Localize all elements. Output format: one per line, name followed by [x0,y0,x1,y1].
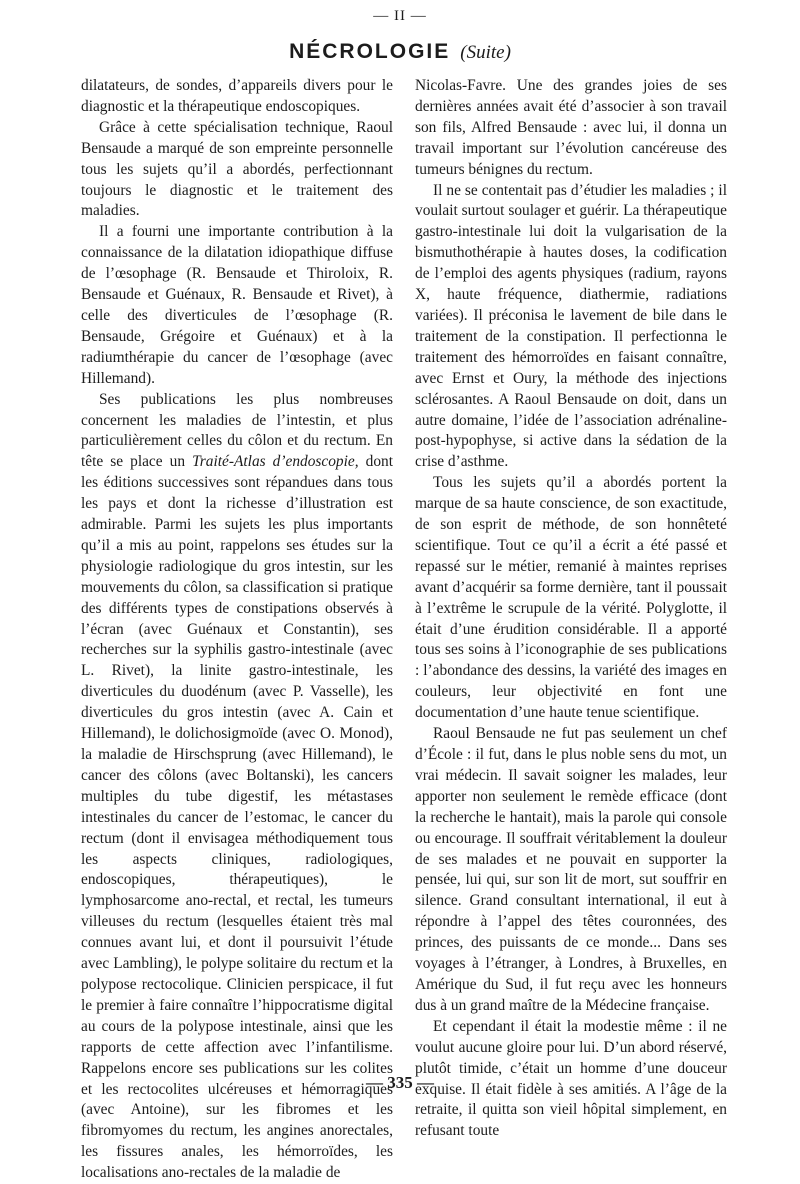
paragraph: dilatateurs, de sondes, d’appareils divers pour le diagnostic et la thérapeutique endoscopiques. [81,77,393,115]
paragraph: Et cependant il était la modestie même : il ne voulut aucune gloire pour lui. D’un abord réservé, plutôt timide, c’était un homme d’une douceur exquise. Il était fidèle à ses amitiés. A l’âge de la retraite, il quitta son vieil hôpital simplement, en refusant toute [415,1017,727,1140]
paragraph [81,390,393,1184]
paragraph: Grâce à cette spécialisation technique, Raoul Bensaude a marqué de son empreinte personnelle tous les sujets qu’il a abordés, perfectionnant toujours le diagnostic et le traitement des maladies. [81,118,393,220]
page-top-marker: — II — [373,8,427,24]
paragraph: Il ne se contentait pas d’étudier les maladies ; il voulait surtout soulager et guérir. La thérapeutique gastro-intestinale lui doit la vulgarisation de la bismuthothérapie à hautes doses, la codification de l’emploi des agents physiques (radium, rayons X, haute fréquence, diathermie, radiations variées). Il préconisa le lavement de bile dans le traitement de la constipation. Il perfectionna le traitement des hémorroïdes en faisant connaître, avec Ernst et Oury, la méthode des injections sclérosantes. A Raoul Bensaude on doit, dans un autre domaine, l’idée de l’association adrénaline-post-hypophyse, si active dans la sédation de la crise d’asthme. [415,181,727,471]
paragraph: Il a fourni une importante contribution à la connaissance de la dilatation idiopathique diffuse de l’œsophage (R. Bensaude et Thiroloix, R. Bensaude et Guénaux, R. Bensaude et Rivet), à celle des diverticules de l’œsophage (R. Bensaude, Grégoire et Guénaux) et à la radiumthérapie du cancer de l’œsophage (avec Hillemand). [81,223,393,387]
paragraph: Tous les sujets qu’il a abordés portent la marque de sa haute conscience, de son exactitude, de son esprit de méthode, de son honnêteté scientifique. Tout ce qu’il a écrit a été passé et repassé sur le métier, remanié à maintes reprises avant d’acquérir sa forme dernière, tant il poussait à l’extrême le scrupule de la vérité. Polyglotte, il était d’une érudition considérable. Il a apporté tous ses soins à l’iconographie de ses publications : l’abondance des dessins, la variété des images en couleurs, leur objectivité en font une documentation d’une haute tenue scientifique. [415,474,727,722]
section-title-suite: (Suite) [460,42,511,63]
paragraph-text: Ses publications les plus nombreuses concernent les maladies de l’intestin, et plus particulièrement celles du côlon et du rectum. En tête se place un [81,390,393,471]
page-number: — 335 — [366,1073,434,1092]
section-title: NÉCROLOGIE [289,40,451,63]
paragraph: Nicolas-Favre. Une des grandes joies de ses dernières années avait été d’associer à son travail son fils, Alfred Bensaude : avec lui, il donna un travail important sur l’évolution cancéreuse des tumeurs bénignes du rectum. [415,77,727,178]
book-title: Traité-Atlas d’endoscopie, [192,453,359,471]
left-column [81,76,393,1184]
right-column [415,76,727,1142]
section-header [0,40,800,64]
paragraph-text: dont les éditions successives sont répandues dans tous les pays et dont la richesse d’illustration est admirable. Parmi les sujets les plus importants qu’il a mis au point, rappelons ses études sur la physiologie radiologique du gros intestin, sur les mouvements du côlon, sa classification si pratique des différents types de constipations observés à l’écran (avec Guénaux et Constantin), ses recherches sur la syphilis gastro-intestinale (avec L. Rivet), la linite gastro-intestinale, les diverticules du duodénum (avec P. Vasselle), les diverticules du gros intestin (avec A. Cain et Hillemand), le dolichosigmoïde (avec O. Monod), la maladie de Hirschsprung (avec Hillemand), le cancer des côlons (avec Boltanski), les cancers multiples du tube digestif, les métastases intestinales du cancer de l’estomac, le cancer du rectum (dont il envisagea méthodiquement tous les aspects cliniques, radiologiques, endoscopiques, thérapeutiques), le lymphosarcome ano-rectal, et rectal, les tumeurs villeuses du rectum (lesquelles étaient très mal connues avant lui, et dont il poursuivit l’étude avec Lambling), le polype solitaire du rectum et la polypose rectocolique. Clinicien perspicace, il fut le premier à faire connaître l’hippocratisme digital au cours de la polypose intestinale, ainsi que les rapports de cette affection avec l’infantilisme. Rappelons encore ses publications sur les colites et les rectocolites ulcéreuses et hémorragiques (avec Antoine), sur les fibromes et les fibromyomes du rectum, les angines anorectales, les fissures anales, les hémorroïdes, les localisations ano-rectales de la maladie de [81,453,394,1182]
paragraph: Raoul Bensaude ne fut pas seulement un chef d’École : il fut, dans le plus noble sens du mot, un vrai médecin. Il savait soigner les malades, leur apporter non seulement le remède efficace (dont la recherche le hantait), mais la parole qui console ou encourage. Il souffrait véritablement la douleur de ses malades et ne pouvait en supporter la pensée, lui qui, sur son lit de mort, sut souffrir en silence. Grand consultant international, il eut à répondre à l’appel des têtes couronnées, des princes, des puissants de ce monde... Dans ses voyages à l’étranger, à Londres, à Bruxelles, en Amérique du Sud, il fut reçu avec les honneurs dus à un grand maître de la Médecine française. [415,725,727,1014]
